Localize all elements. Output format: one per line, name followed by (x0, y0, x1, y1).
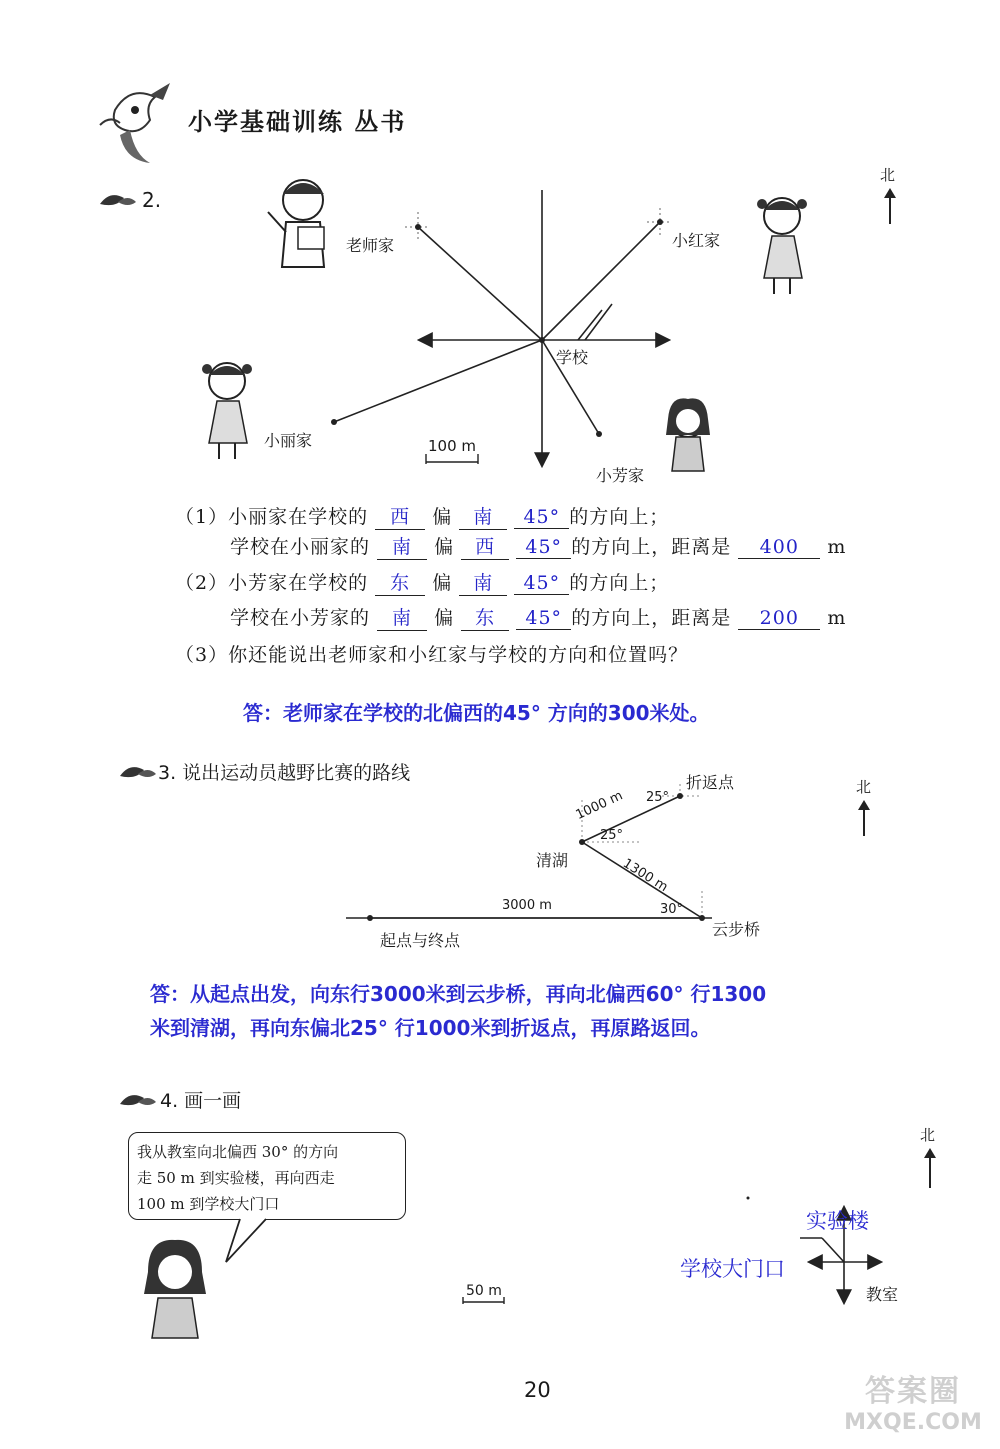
q2-line2: 学校在小芳家的 南 偏 东 45° 的方向上，距离是 200 m (230, 603, 846, 631)
speech-bubble (128, 1132, 406, 1220)
watermark-text: 答案圈 (865, 1374, 961, 1409)
section3-title: 3. 说出运动员越野比赛的路线 (158, 762, 411, 784)
watermark-url: MXQE.COM (844, 1410, 982, 1435)
section3-answer-line1: 答：从起点出发，向东行3000米到云步桥，再向北偏西60° 行1300 (150, 982, 767, 1006)
bubble-line2: 走 50 m 到实验楼，再向西走 (137, 1169, 335, 1187)
school-gate-label: 学校大门口 (680, 1257, 785, 1281)
section2-number: 2. (142, 188, 162, 212)
q3-question: （3）你还能说出老师家和小红家与学校的方向和位置吗？ (175, 644, 689, 666)
scale-bar (462, 1296, 506, 1306)
q2-answer-angle[interactable]: 45° (514, 572, 569, 595)
q1-answer-angle[interactable]: 45° (514, 506, 569, 529)
q2-answer-distance[interactable]: 200 (738, 607, 820, 630)
q2-answer-angle2[interactable]: 45° (516, 607, 571, 630)
label-xiaofang-home: 小芳家 (596, 466, 645, 485)
label-xiaohong-home: 小红家 (672, 231, 721, 250)
bubble-line3: 100 m 到学校大门口 (137, 1195, 280, 1213)
page-number: 20 (524, 1378, 551, 1402)
distance-3000: 3000 m (502, 898, 552, 913)
watermark-logo (838, 1366, 988, 1441)
section4-title: 4. 画一画 (160, 1090, 242, 1112)
q2-answer-direction-d[interactable]: 东 (461, 603, 509, 631)
distance-1000: 1000 m (573, 788, 626, 823)
north-arrow-icon (922, 1146, 938, 1190)
bird-mascot-icon (95, 75, 185, 170)
q1-answer-direction-b[interactable]: 南 (459, 502, 507, 530)
label-xiaoli-home: 小丽家 (264, 431, 313, 450)
girl-speaker-icon (130, 1232, 220, 1342)
q2-line1: （2）小芳家在学校的 东 偏 南 45° 的方向上； (175, 568, 669, 596)
q2-answer-direction-b[interactable]: 南 (459, 568, 507, 596)
direction-diagram (0, 190, 1000, 490)
series-title: 小学基础训练 丛书 (188, 108, 407, 136)
q1-answer-direction-a[interactable]: 西 (375, 502, 425, 530)
label-turnaround-point: 折返点 (686, 773, 735, 792)
angle-25-lower: 25° (600, 828, 624, 843)
q1-line1: （1）小丽家在学校的 西 偏 南 45° 的方向上； (175, 502, 669, 530)
q2-answer-direction-a[interactable]: 东 (375, 568, 425, 596)
teacher-figure-icon (258, 172, 338, 272)
angle-25-upper: 25° (646, 790, 670, 805)
distance-1300: 1300 m (620, 856, 671, 896)
label-qinghu-lake: 清湖 (536, 851, 569, 870)
bubble-tail-icon (220, 1218, 280, 1268)
scale-label: 100 m (428, 437, 477, 455)
girl-xiaoli-icon (195, 355, 265, 465)
label-start-finish: 起点与终点 (380, 931, 461, 950)
header-mascot (95, 75, 185, 170)
angle-30: 30° (660, 902, 684, 917)
q1-line2: 学校在小丽家的 南 偏 西 45° 的方向上，距离是 400 m (230, 532, 846, 560)
lab-building-label: 实验楼 (806, 1209, 869, 1233)
north-label: 北 (856, 778, 872, 796)
classroom-label: 教室 (866, 1285, 899, 1304)
q1-answer-distance[interactable]: 400 (738, 536, 820, 559)
q1-answer-angle2[interactable]: 45° (516, 536, 571, 559)
label-school: 学校 (556, 348, 589, 367)
scale-label: 50 m (466, 1283, 502, 1299)
route-diagram (0, 780, 1000, 950)
bubble-line1: 我从教室向北偏西 30° 的方向 (137, 1143, 339, 1161)
label-yunbu-bridge: 云步桥 (712, 920, 761, 939)
north-label: 北 (920, 1126, 936, 1144)
girl-xiaohong-icon (750, 190, 820, 300)
north-label: 北 (880, 166, 896, 184)
label-teacher-home: 老师家 (346, 236, 395, 255)
section3-answer-line2: 米到清湖，再向东偏北25° 行1000米到折返点，再原路返回。 (150, 1016, 711, 1040)
q1-answer-direction-d[interactable]: 西 (461, 532, 509, 560)
girl-xiaofang-icon (658, 395, 718, 475)
q1-answer-direction-c[interactable]: 南 (377, 532, 427, 560)
q2-answer-direction-c[interactable]: 南 (377, 603, 427, 631)
leaf-bullet-icon (118, 1088, 158, 1114)
section2-answer: 答：老师家在学校的北偏西的45° 方向的300米处。 (243, 701, 710, 725)
